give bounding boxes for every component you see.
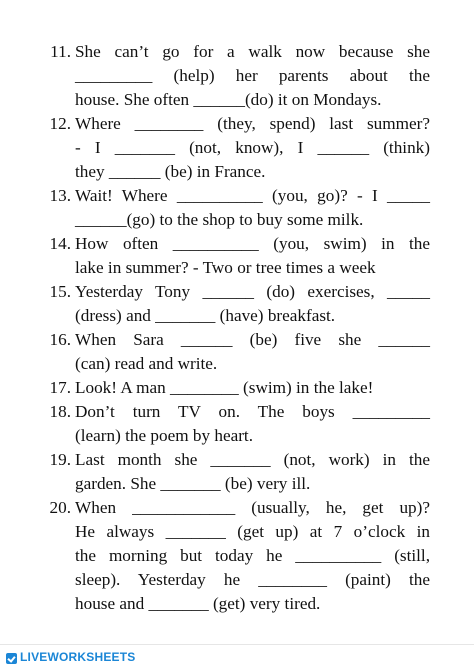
exercise-text-line: When ____________ (usually, he, get up)? bbox=[75, 498, 430, 517]
exercise-number: 13. bbox=[49, 186, 71, 205]
exercise-item bbox=[50, 40, 430, 112]
footer-bar bbox=[0, 644, 474, 669]
exercise-number: 18. bbox=[49, 402, 71, 421]
exercise-item bbox=[49, 328, 430, 376]
exercise-text-line: - I _______ (not, know), I ______ (think) bbox=[75, 138, 430, 157]
exercise-text-line: (dress) and _______ (have) breakfast. bbox=[75, 306, 336, 325]
exercise-text-line: She can’t go for a walk now because she bbox=[75, 42, 430, 61]
exercise-text-line: He always _______ (get up) at 7 o’clock in bbox=[75, 522, 430, 541]
exercise-item bbox=[49, 112, 430, 184]
exercise-text-line: house and _______ (get) very tired. bbox=[75, 594, 321, 613]
exercise-text-line: Last month she _______ (not, work) in the bbox=[75, 450, 430, 469]
exercise-text-line: (can) read and write. bbox=[75, 354, 218, 373]
exercise-text-line: garden. She _______ (be) very ill. bbox=[75, 474, 311, 493]
exercise-number: 12. bbox=[49, 114, 71, 133]
exercise-text-line: house. She often ______(do) it on Mondays. bbox=[75, 90, 382, 109]
exercise-text-line: Look! A man ________ (swim) in the lake! bbox=[75, 378, 374, 397]
exercise-text-line: they ______ (be) in France. bbox=[75, 162, 266, 181]
exercise-number: 11. bbox=[50, 42, 71, 61]
exercise-item bbox=[49, 400, 430, 448]
exercise-number: 14. bbox=[49, 234, 71, 253]
check-logo-icon bbox=[6, 653, 17, 664]
exercise-number: 20. bbox=[49, 498, 71, 517]
brand-logo[interactable]: LIVEWORKSHEETS bbox=[20, 650, 136, 664]
exercise-number: 17. bbox=[49, 378, 71, 397]
exercise-number: 16. bbox=[49, 330, 71, 349]
exercise-text-line: Yesterday Tony ______ (do) exercises, _____ bbox=[75, 282, 430, 301]
worksheet bbox=[0, 40, 474, 616]
exercise-item bbox=[49, 232, 430, 280]
exercise-text-line: When Sara ______ (be) five she ______ bbox=[75, 330, 430, 349]
exercise-text-line: Don’t turn TV on. The boys _________ bbox=[75, 402, 430, 421]
exercise-text-line: (learn) the poem by heart. bbox=[75, 426, 254, 445]
exercise-text-line: Wait! Where __________ (you, go)? - I _____ bbox=[75, 186, 430, 205]
exercise-text-line: How often __________ (you, swim) in the bbox=[75, 234, 430, 253]
exercise-item bbox=[49, 496, 430, 616]
exercise-text-line: _________ (help) her parents about the bbox=[75, 66, 430, 85]
exercise-number: 19. bbox=[49, 450, 71, 469]
exercise-item bbox=[49, 184, 430, 232]
exercise-text-line: Where ________ (they, spend) last summer? bbox=[75, 114, 430, 133]
exercise-text-line: lake in summer? - Two or tree times a week bbox=[75, 258, 376, 277]
exercise-item bbox=[49, 448, 430, 496]
exercise-number: 15. bbox=[49, 282, 71, 301]
exercise-item bbox=[49, 376, 430, 400]
exercise-item bbox=[49, 280, 430, 328]
exercise-text-line: the morning but today he __________ (still, bbox=[75, 546, 430, 565]
exercise-text-line: ______(go) to the shop to buy some milk. bbox=[75, 210, 364, 229]
exercise-text-line: sleep). Yesterday he ________ (paint) the bbox=[75, 570, 430, 589]
